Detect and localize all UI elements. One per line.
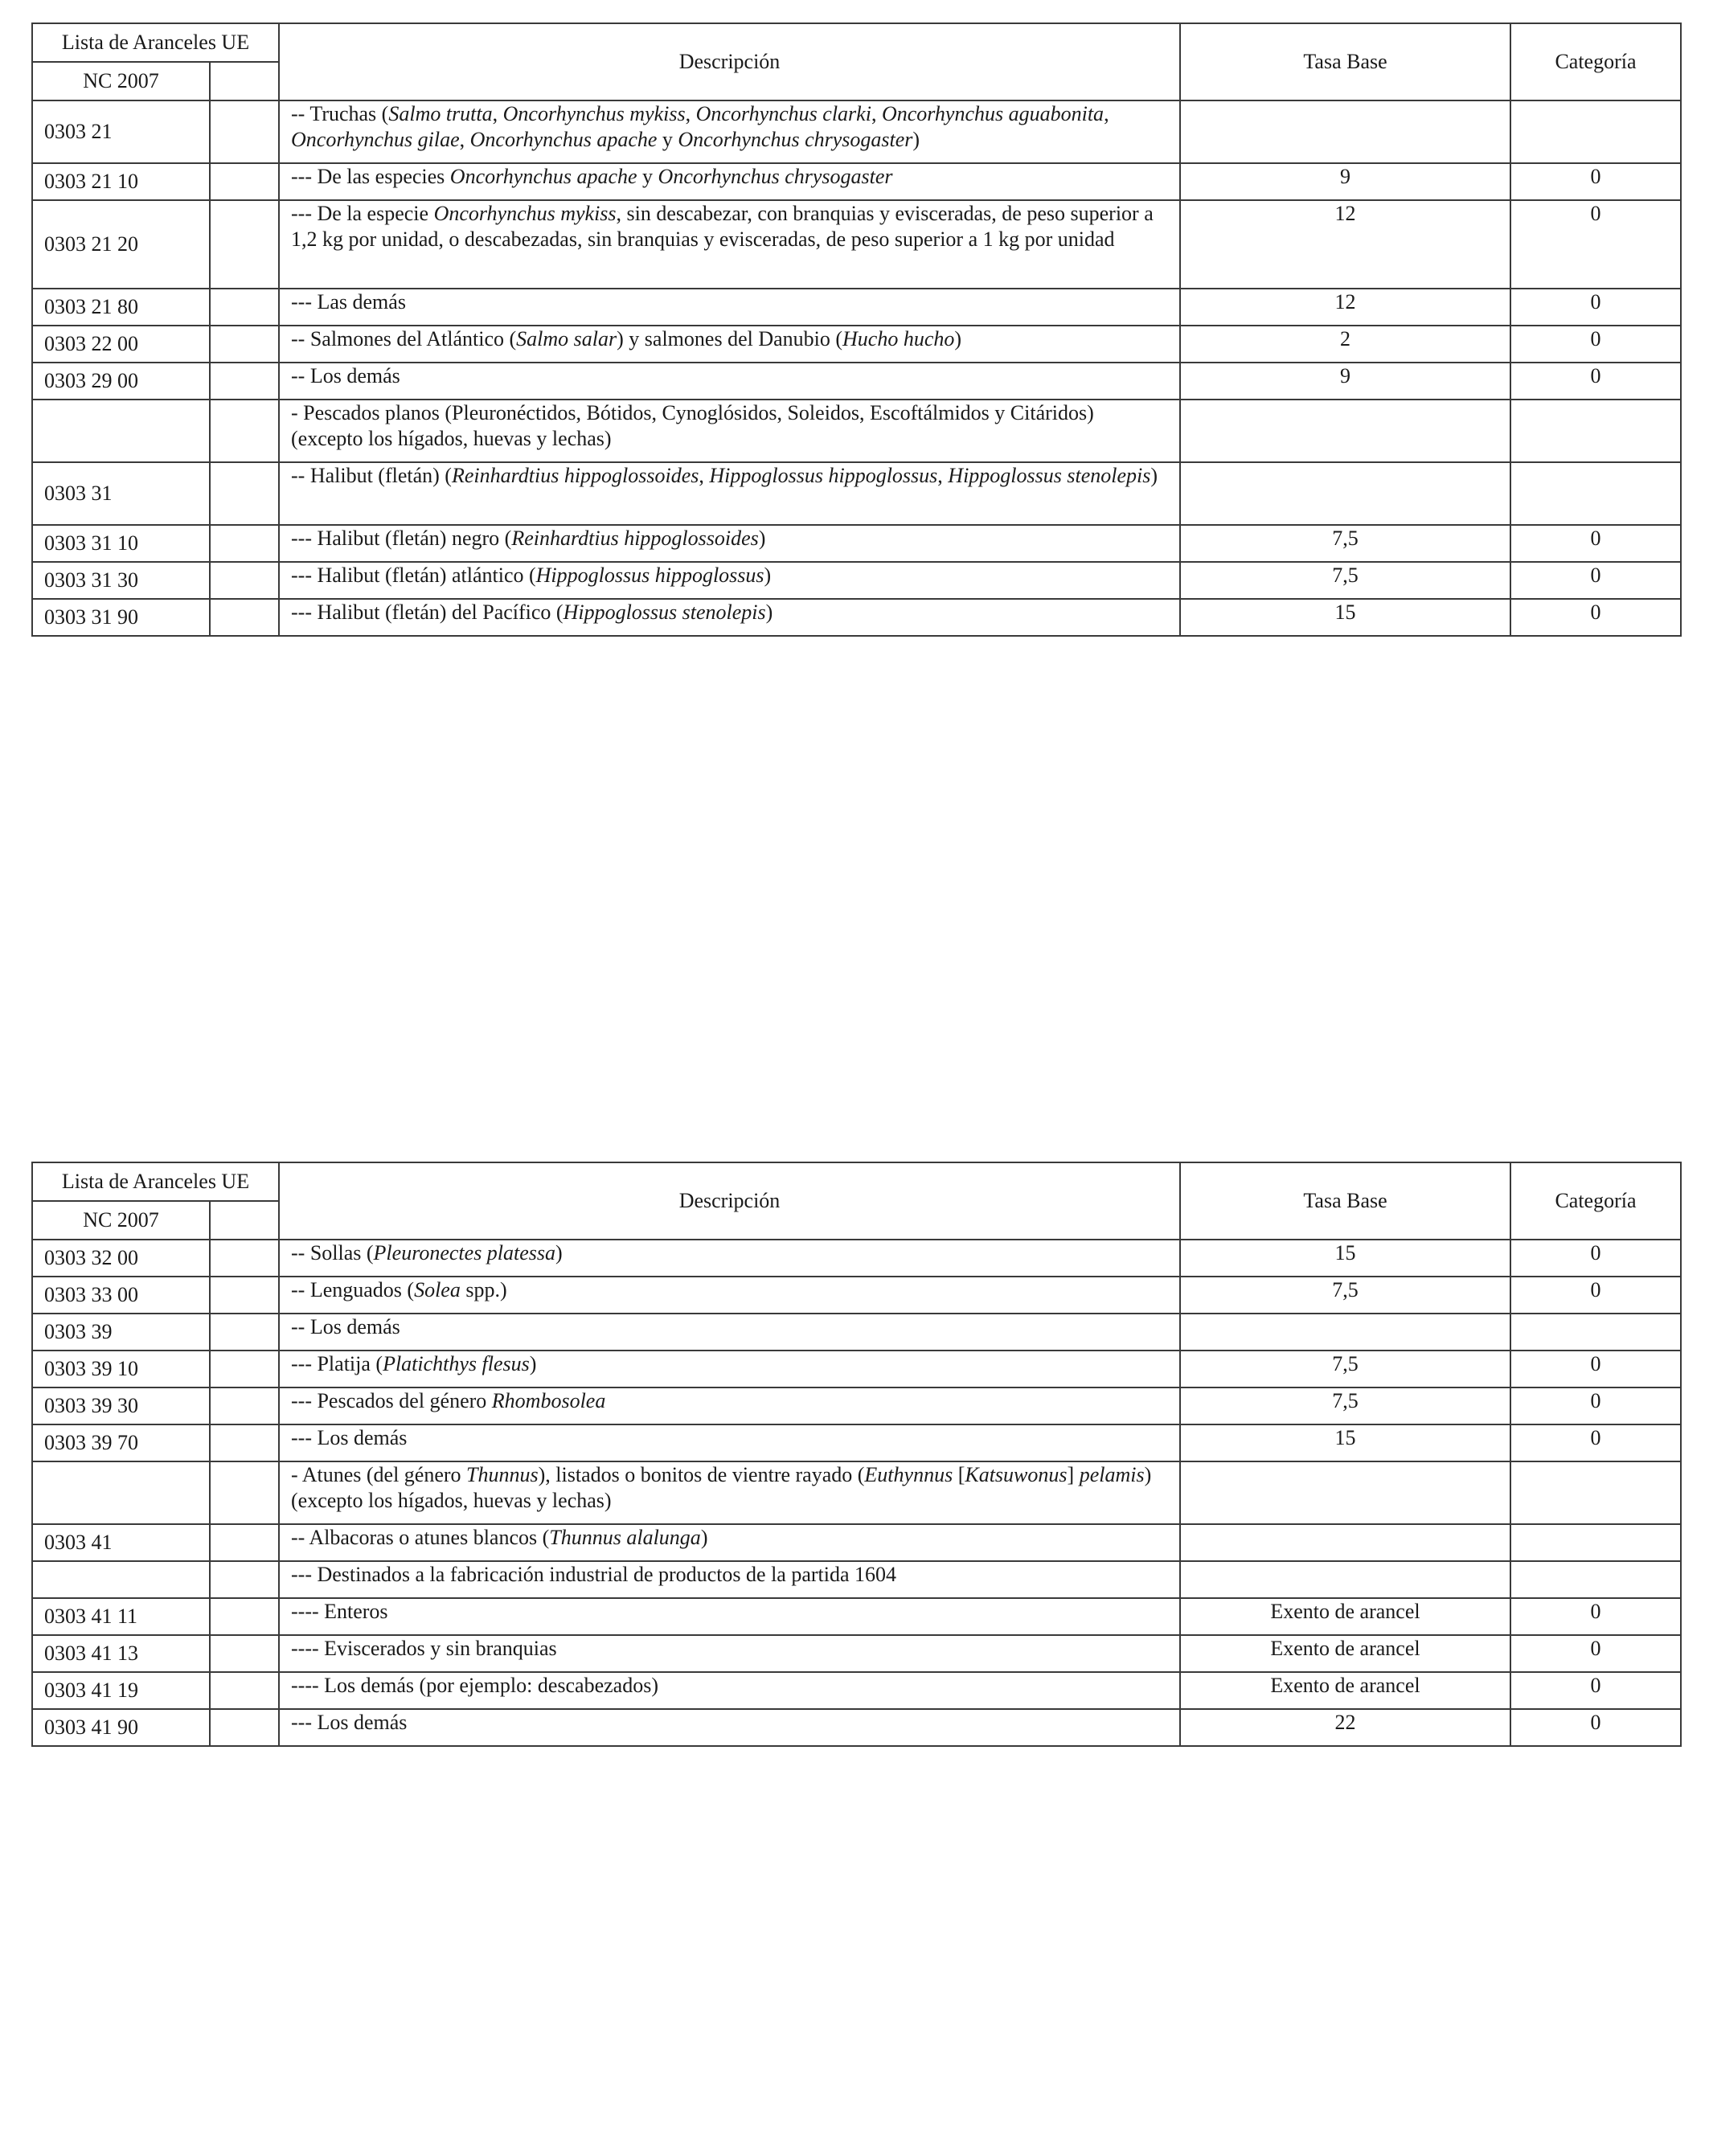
description-cell (279, 326, 1180, 363)
categoria-cell: 0 (1510, 1709, 1681, 1746)
description-cell (279, 1387, 1180, 1424)
tasa-base-cell (1180, 1524, 1510, 1561)
tariff-table-2 (31, 1162, 1682, 1747)
empty-cell (210, 1314, 279, 1351)
species-name: Oncorhynchus apache (469, 128, 658, 151)
species-name: Reinhardtius hippoglossoides (451, 464, 699, 487)
table-row (32, 1424, 1681, 1461)
description-text: ) (912, 128, 920, 151)
nc-code-cell: 0303 41 90 (32, 1709, 210, 1746)
description-text: y (637, 165, 658, 188)
header-tasa-base: Tasa Base (1180, 1162, 1510, 1240)
table-row (32, 200, 1681, 289)
empty-cell (210, 1351, 279, 1387)
header-categoria: Categoría (1510, 23, 1681, 100)
description-cell (279, 400, 1180, 462)
description-cell (279, 462, 1180, 525)
table-row (32, 1709, 1681, 1746)
categoria-cell: 0 (1510, 599, 1681, 636)
table-row (32, 1635, 1681, 1672)
categoria-cell (1510, 1314, 1681, 1351)
table-row (32, 1524, 1681, 1561)
description-cell (279, 1598, 1180, 1635)
nc-code-cell: 0303 39 10 (32, 1351, 210, 1387)
species-name: Hucho hucho (842, 327, 955, 350)
empty-cell (210, 562, 279, 599)
header-lista: Lista de Aranceles UE (32, 23, 279, 62)
header-descripcion: Descripción (279, 1162, 1180, 1240)
description-cell (279, 1277, 1180, 1314)
description-cell (279, 1672, 1180, 1709)
description-cell (279, 1240, 1180, 1277)
tasa-base-cell (1180, 1461, 1510, 1524)
species-name: Hippoglossus hippoglossus (535, 564, 764, 587)
description-text: --- Los demás (291, 1711, 408, 1734)
nc-code-cell: 0303 32 00 (32, 1240, 210, 1277)
tasa-base-cell: 15 (1180, 1424, 1510, 1461)
description-text: ) (765, 600, 773, 624)
description-text: , (685, 102, 696, 125)
description-text: ) (700, 1526, 708, 1549)
description-text: , (937, 464, 949, 487)
categoria-cell (1510, 1561, 1681, 1598)
species-name: Pleuronectes platessa (373, 1241, 556, 1264)
description-cell (279, 1524, 1180, 1561)
table-row (32, 1351, 1681, 1387)
categoria-cell: 0 (1510, 1672, 1681, 1709)
description-cell (279, 200, 1180, 289)
table-row (32, 1561, 1681, 1598)
description-text: , (492, 102, 503, 125)
categoria-cell: 0 (1510, 1351, 1681, 1387)
description-text: --- Platija ( (291, 1352, 383, 1375)
species-name: Oncorhynchus mykiss (502, 102, 686, 125)
description-cell (279, 562, 1180, 599)
description-text: --- Halibut (fletán) atlántico ( (291, 564, 536, 587)
description-text: --- De la especie (291, 202, 434, 225)
table-row (32, 100, 1681, 163)
nc-code-cell: 0303 41 11 (32, 1598, 210, 1635)
tasa-base-cell: 2 (1180, 326, 1510, 363)
nc-code-cell: 0303 39 30 (32, 1387, 210, 1424)
categoria-cell (1510, 400, 1681, 462)
categoria-cell: 0 (1510, 363, 1681, 400)
empty-cell (210, 1461, 279, 1524)
nc-code-cell: 0303 31 90 (32, 599, 210, 636)
table-row (32, 363, 1681, 400)
table-row (32, 289, 1681, 326)
empty-cell (210, 1635, 279, 1672)
empty-cell (210, 1598, 279, 1635)
species-name: Oncorhynchus chrysogaster (658, 165, 893, 188)
description-cell (279, 599, 1180, 636)
tasa-base-cell (1180, 1561, 1510, 1598)
tasa-base-cell: 12 (1180, 200, 1510, 289)
tasa-base-cell: 7,5 (1180, 562, 1510, 599)
species-name: Thunnus alalunga (549, 1526, 701, 1549)
categoria-cell: 0 (1510, 1598, 1681, 1635)
header-categoria: Categoría (1510, 1162, 1681, 1240)
table-row (32, 1277, 1681, 1314)
species-name: Katsuwonus (965, 1463, 1068, 1486)
description-cell (279, 1424, 1180, 1461)
description-text: --- De las especies (291, 165, 450, 188)
species-name: Oncorhynchus mykiss (433, 202, 617, 225)
description-text: ) y salmones del Danubio ( (617, 327, 843, 350)
tasa-base-cell: 9 (1180, 363, 1510, 400)
nc-code-cell: 0303 21 80 (32, 289, 210, 326)
tariff-table-1 (31, 23, 1682, 637)
tasa-base-cell: 22 (1180, 1709, 1510, 1746)
table-row (32, 326, 1681, 363)
description-text: -- Halibut (fletán) ( (291, 464, 452, 487)
description-text: ) (758, 527, 766, 550)
tasa-base-cell: 7,5 (1180, 1351, 1510, 1387)
empty-cell (210, 400, 279, 462)
empty-cell (210, 1709, 279, 1746)
description-text: -- Sollas ( (291, 1241, 374, 1264)
categoria-cell: 0 (1510, 1424, 1681, 1461)
description-cell (279, 1561, 1180, 1598)
tasa-base-cell: 7,5 (1180, 1277, 1510, 1314)
description-cell (279, 1461, 1180, 1524)
description-text: , (1104, 102, 1109, 125)
nc-code-cell: 0303 31 30 (32, 562, 210, 599)
categoria-cell: 0 (1510, 525, 1681, 562)
table-row (32, 1672, 1681, 1709)
table-row (32, 525, 1681, 562)
nc-code-cell: 0303 41 13 (32, 1635, 210, 1672)
table-row (32, 1598, 1681, 1635)
description-cell (279, 1314, 1180, 1351)
nc-code-cell: 0303 22 00 (32, 326, 210, 363)
description-cell (279, 363, 1180, 400)
description-text: -- Lenguados ( (291, 1278, 415, 1301)
categoria-cell: 0 (1510, 1635, 1681, 1672)
empty-cell (210, 1424, 279, 1461)
description-text: --- Pescados del género (291, 1389, 492, 1412)
description-text: - Atunes (del género (291, 1463, 467, 1486)
table-row (32, 562, 1681, 599)
header-empty-cell (210, 1201, 279, 1240)
species-name: Oncorhynchus apache (449, 165, 637, 188)
description-cell (279, 100, 1180, 163)
description-text: ), listados o bonitos de vientre rayado ( (538, 1463, 865, 1486)
empty-cell (210, 363, 279, 400)
table-body (32, 100, 1681, 636)
categoria-cell: 0 (1510, 562, 1681, 599)
table-body (32, 1240, 1681, 1746)
tasa-base-cell: Exento de arancel (1180, 1635, 1510, 1672)
nc-code-cell: 0303 41 19 (32, 1672, 210, 1709)
description-text: -- Los demás (291, 364, 400, 387)
description-text: -- Los demás (291, 1315, 400, 1338)
description-text: , sin descabezar, con branquias y evisceradas, de peso superior a 1,2 kg por unidad, o descabezadas, sin branquias y evisceradas, de peso superior a 1 kg por unidad (291, 202, 1154, 251)
description-text: ) (excepto los hígados, huevas y lechas) (291, 1463, 1152, 1512)
description-text: , (699, 464, 710, 487)
categoria-cell: 0 (1510, 289, 1681, 326)
header-lista: Lista de Aranceles UE (32, 1162, 279, 1201)
tasa-base-cell (1180, 462, 1510, 525)
species-name: Oncorhynchus gilae (291, 128, 460, 151)
species-name: Hippoglossus hippoglossus (709, 464, 938, 487)
description-text: ---- Enteros (291, 1600, 388, 1623)
table-row (32, 163, 1681, 200)
nc-code-cell: 0303 21 20 (32, 200, 210, 289)
table-row (32, 599, 1681, 636)
nc-code-cell: 0303 21 (32, 100, 210, 163)
description-text: --- Las demás (291, 290, 406, 314)
description-text: --- Los demás (291, 1426, 408, 1449)
empty-cell (210, 1561, 279, 1598)
description-cell (279, 525, 1180, 562)
table-row (32, 400, 1681, 462)
description-text: ) (954, 327, 962, 350)
description-text: ---- Eviscerados y sin branquias (291, 1637, 557, 1660)
categoria-cell (1510, 462, 1681, 525)
species-name: Oncorhynchus chrysogaster (678, 128, 913, 151)
species-name: Hippoglossus stenolepis (563, 600, 766, 624)
species-name: Reinhardtius hippoglossoides (511, 527, 759, 550)
description-cell (279, 163, 1180, 200)
nc-code-cell (32, 400, 210, 462)
tasa-base-cell: 7,5 (1180, 1387, 1510, 1424)
tasa-base-cell: Exento de arancel (1180, 1672, 1510, 1709)
description-text: ) (529, 1352, 537, 1375)
description-text: ) (555, 1241, 563, 1264)
tasa-base-cell: 12 (1180, 289, 1510, 326)
nc-code-cell (32, 1461, 210, 1524)
tasa-base-cell: 9 (1180, 163, 1510, 200)
tasa-base-cell: 15 (1180, 599, 1510, 636)
description-cell (279, 1351, 1180, 1387)
categoria-cell (1510, 1524, 1681, 1561)
header-nc-2007: NC 2007 (32, 1201, 210, 1240)
table-row (32, 1314, 1681, 1351)
empty-cell (210, 1387, 279, 1424)
empty-cell (210, 462, 279, 525)
species-name: Salmo salar (516, 327, 617, 350)
description-text: , (459, 128, 470, 151)
species-name: Salmo trutta (388, 102, 493, 125)
description-text: [ (953, 1463, 965, 1486)
description-text: ) (764, 564, 772, 587)
description-text: ---- Los demás (por ejemplo: descabezados) (291, 1674, 658, 1697)
description-text: ) (1150, 464, 1158, 487)
species-name: Oncorhynchus clarki (695, 102, 871, 125)
description-cell (279, 289, 1180, 326)
categoria-cell: 0 (1510, 1277, 1681, 1314)
description-text: -- Salmones del Atlántico ( (291, 327, 517, 350)
tasa-base-cell: 15 (1180, 1240, 1510, 1277)
species-name: Euthynnus (864, 1463, 953, 1486)
header-descripcion: Descripción (279, 23, 1180, 100)
description-text: -- Albacoras o atunes blancos ( (291, 1526, 550, 1549)
categoria-cell (1510, 100, 1681, 163)
description-text: --- Halibut (fletán) del Pacífico ( (291, 600, 564, 624)
categoria-cell: 0 (1510, 163, 1681, 200)
header-tasa-base: Tasa Base (1180, 23, 1510, 100)
nc-code-cell: 0303 31 10 (32, 525, 210, 562)
empty-cell (210, 200, 279, 289)
nc-code-cell: 0303 21 10 (32, 163, 210, 200)
nc-code-cell (32, 1561, 210, 1598)
table-row (32, 1240, 1681, 1277)
header-empty-cell (210, 62, 279, 100)
tasa-base-cell: 7,5 (1180, 525, 1510, 562)
nc-code-cell: 0303 41 (32, 1524, 210, 1561)
table-row (32, 462, 1681, 525)
description-text: -- Truchas ( (291, 102, 389, 125)
categoria-cell: 0 (1510, 1240, 1681, 1277)
nc-code-cell: 0303 29 00 (32, 363, 210, 400)
species-name: pelamis (1079, 1463, 1145, 1486)
description-text: spp.) (460, 1278, 507, 1301)
empty-cell (210, 1240, 279, 1277)
nc-code-cell: 0303 33 00 (32, 1277, 210, 1314)
species-name: Platichthys flesus (383, 1352, 530, 1375)
nc-code-cell: 0303 39 (32, 1314, 210, 1351)
species-name: Oncorhynchus aguabonita (881, 102, 1104, 125)
categoria-cell: 0 (1510, 200, 1681, 289)
table-row (32, 1461, 1681, 1524)
tasa-base-cell (1180, 100, 1510, 163)
empty-cell (210, 163, 279, 200)
nc-code-cell: 0303 39 70 (32, 1424, 210, 1461)
nc-code-cell: 0303 31 (32, 462, 210, 525)
species-name: Solea (414, 1278, 461, 1301)
description-cell (279, 1709, 1180, 1746)
tasa-base-cell (1180, 400, 1510, 462)
header-nc-2007: NC 2007 (32, 62, 210, 100)
empty-cell (210, 289, 279, 326)
empty-cell (210, 525, 279, 562)
empty-cell (210, 1672, 279, 1709)
description-cell (279, 1635, 1180, 1672)
empty-cell (210, 1524, 279, 1561)
tasa-base-cell (1180, 1314, 1510, 1351)
empty-cell (210, 326, 279, 363)
categoria-cell (1510, 1461, 1681, 1524)
tasa-base-cell: Exento de arancel (1180, 1598, 1510, 1635)
description-text: - Pescados planos (Pleuronéctidos, Bótidos, Cynoglósidos, Soleidos, Escoftálmidos y Citáridos) (excepto los hígados, huevas y lechas) (291, 401, 1094, 450)
categoria-cell: 0 (1510, 1387, 1681, 1424)
description-text: ] (1067, 1463, 1080, 1486)
categoria-cell: 0 (1510, 326, 1681, 363)
empty-cell (210, 100, 279, 163)
species-name: Hippoglossus stenolepis (948, 464, 1151, 487)
empty-cell (210, 1277, 279, 1314)
description-text: --- Halibut (fletán) negro ( (291, 527, 512, 550)
description-text: y (657, 128, 678, 151)
description-text: , (871, 102, 882, 125)
empty-cell (210, 599, 279, 636)
species-name: Thunnus (466, 1463, 539, 1486)
description-text: --- Destinados a la fabricación industrial de productos de la partida 1604 (291, 1563, 897, 1586)
table-row (32, 1387, 1681, 1424)
species-name: Rhombosolea (491, 1389, 606, 1412)
